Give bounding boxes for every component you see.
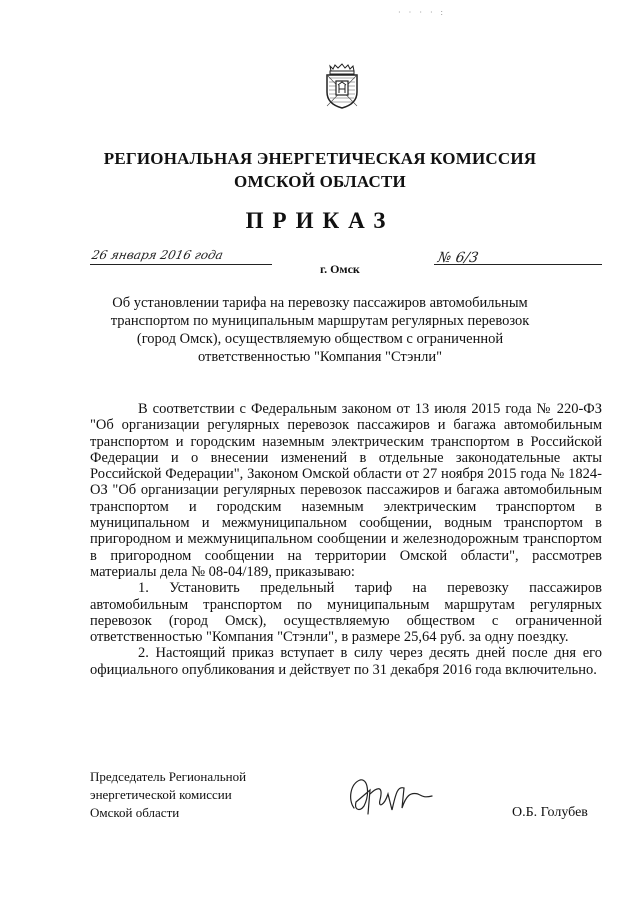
signatory-title [90,768,246,822]
organization-title-line2: ОМСКОЙ ОБЛАСТИ [234,172,406,191]
document-type-title: ПРИКАЗ [245,208,395,233]
handwritten-number: № 6/3 [436,250,480,266]
order-body [90,401,602,678]
preamble-paragraph: В соответствии с Федеральным законом от 13 июля 2015 года № 220-ФЗ "Об организации регулярных перевозок пассажиров и багажа автомобильным транспортом и городским наземным электрическим транспортом в Российской Федерации и о внесении изменений в отдельные законодательные акты Российской Федерации", Законом Омской области от 27 ноября 2015 года № 1824-ОЗ "Об организации регулярных перевозок пассажиров и багажа автомобильным транспортом и городским наземным электрическим транспортом в муниципальном и межмуниципальном сообщении, водным транспортом в пригородном и межмуниципальном сообщении и железнодорожным транспортом в пригородном сообщении на территории Омской области", рассмотрев материалы дела № 08-04/189, приказываю: [90,401,602,580]
order-item-1: 1. Установить предельный тариф на перевозку пассажиров автомобильным транспортом по муниципальным маршрутам регулярных перевозок (город Омск), осуществляемую обществом с ограниченной ответственностью "Компания "Стэнли", в размере 25,64 руб. за одну поездку. [90,580,602,646]
number-underline [434,264,602,265]
handwritten-date: 26 января 2016 года [90,248,225,262]
signatory-title-line2: энергетической комиссии [90,787,232,802]
order-subject: Об установлении тарифа на перевозку пассажиров автомобильным транспортом по муниципальным маршрутам регулярных перевозок (город Омск), осуществляемую обществом с ограниченной ответственностью "Компания "Стэнли" [110,295,530,365]
signatory-name: О.Б. Голубев [512,805,588,820]
order-item-2: 2. Настоящий приказ вступает в силу через десять дней после дня его официального опубликования и действует по 31 декабря 2016 года включительно. [90,645,602,678]
city-label: г. Омск [320,262,360,276]
handwritten-signature-icon [340,770,440,820]
signatory-title-line3: Омской области [90,805,180,820]
omsk-coat-of-arms-icon [323,62,361,110]
date-underline [90,264,272,265]
scan-artifact: · · · · : [398,8,446,17]
organization-title-line1: РЕГИОНАЛЬНАЯ ЭНЕРГЕТИЧЕСКАЯ КОМИССИЯ [103,149,537,168]
signatory-title-line1: Председатель Региональной [90,769,247,784]
